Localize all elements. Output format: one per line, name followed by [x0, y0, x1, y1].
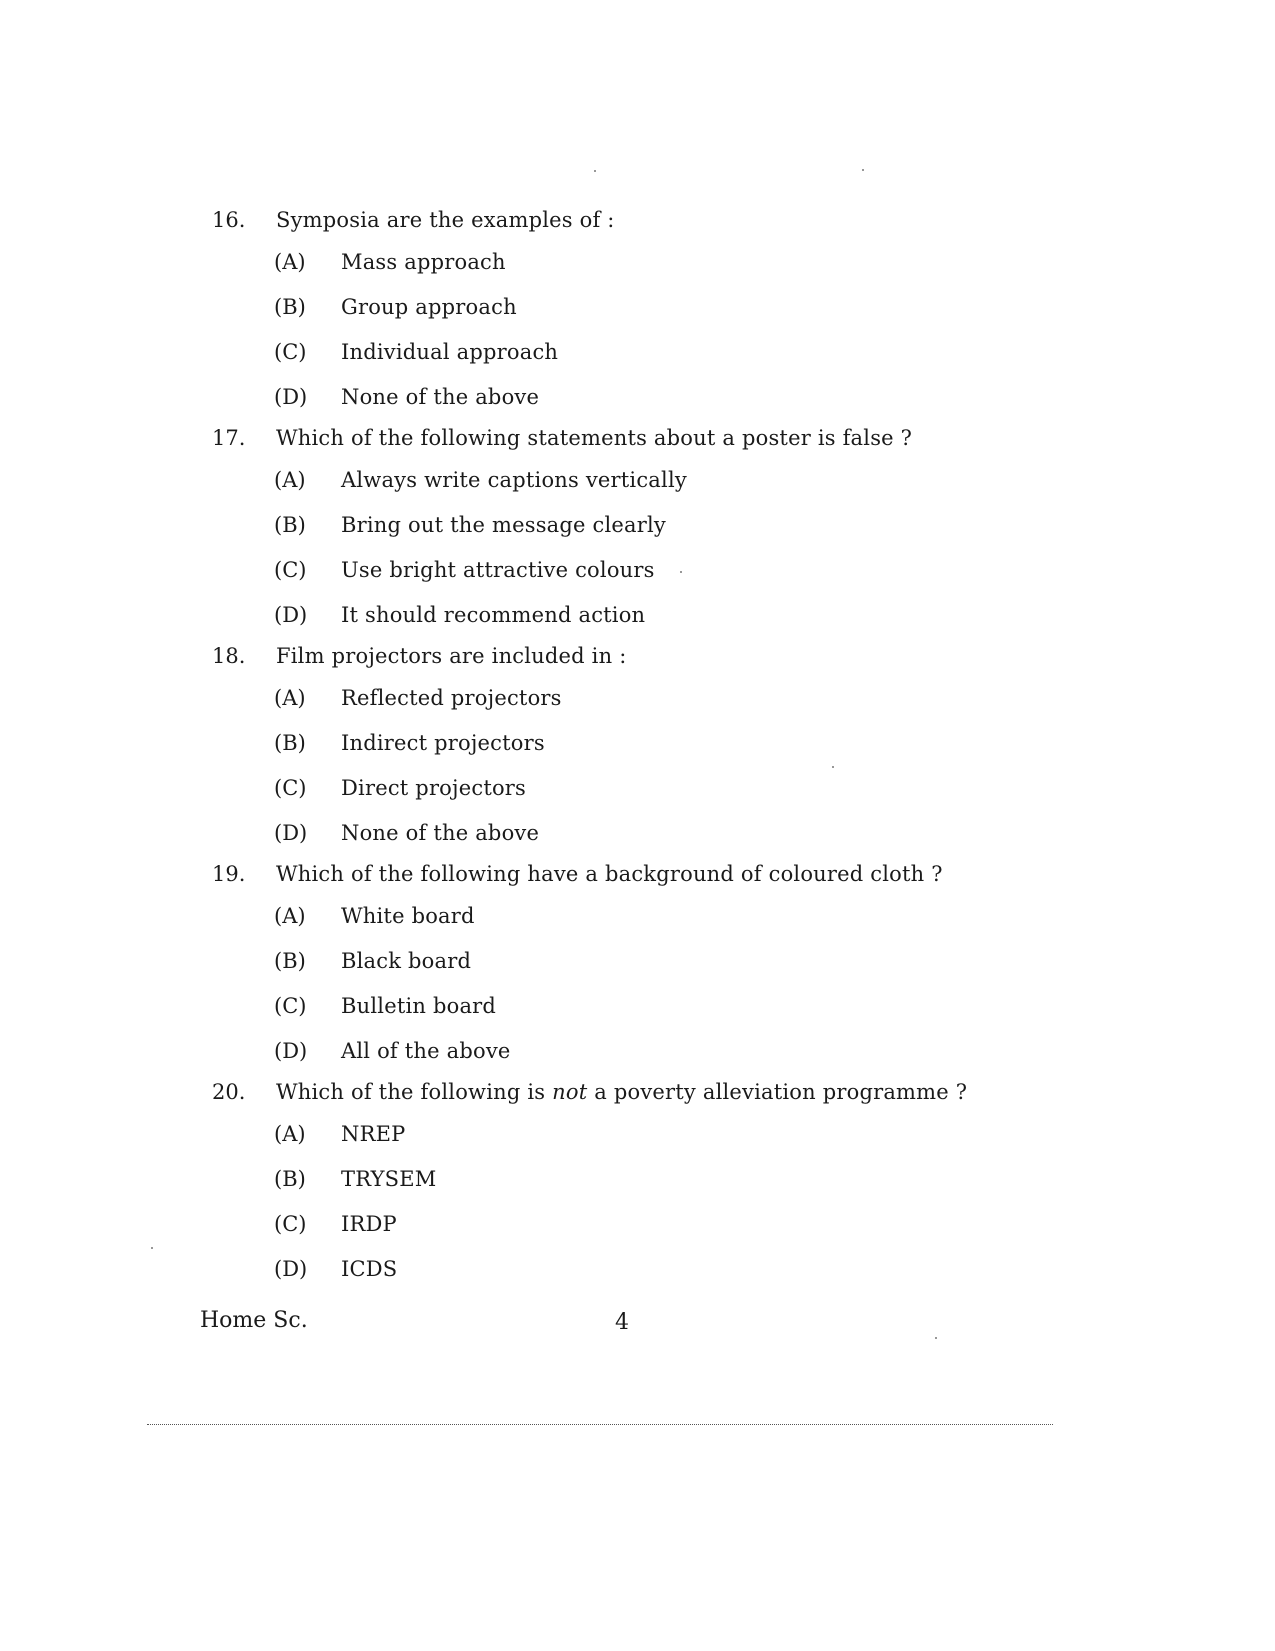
option-label: (D) [274, 385, 308, 409]
option-text: Reflected projectors [341, 686, 562, 710]
question-number: 16. [212, 208, 246, 232]
option-b [212, 1157, 1032, 1202]
option-label: (D) [274, 821, 308, 845]
option-text: Indirect projectors [341, 731, 545, 755]
scan-speck [594, 170, 596, 172]
option-d [212, 1029, 1032, 1074]
option-d [212, 1247, 1032, 1292]
question-stem [212, 636, 1032, 676]
option-label: (A) [274, 250, 306, 274]
option-label: (D) [274, 603, 308, 627]
option-text: Mass approach [341, 250, 506, 274]
question-number: 20. [212, 1080, 246, 1104]
question-stem [212, 854, 1032, 894]
question-text-emphasis: not [552, 1080, 588, 1104]
option-label: (D) [274, 1257, 308, 1281]
scan-speck [832, 766, 834, 768]
option-label: (A) [274, 686, 306, 710]
option-d [212, 375, 1032, 420]
question-20 [212, 1072, 1032, 1292]
footer-subject: Home Sc. [200, 1308, 308, 1333]
question-text: Symposia are the examples of : [276, 208, 615, 232]
option-text: Use bright attractive colours [341, 558, 655, 582]
question-text-before: Which of the following is [276, 1080, 546, 1104]
option-text: Individual approach [341, 340, 559, 364]
option-text: All of the above [341, 1039, 511, 1063]
option-label: (B) [274, 1167, 306, 1191]
scan-speck [151, 1247, 153, 1249]
option-d [212, 593, 1032, 638]
option-text: NREP [341, 1122, 406, 1146]
option-label: (B) [274, 949, 306, 973]
option-b [212, 721, 1032, 766]
question-number: 17. [212, 426, 246, 450]
question-text: Which of the following have a background of coloured cloth ? [276, 862, 943, 886]
option-c [212, 984, 1032, 1029]
option-text: None of the above [341, 385, 540, 409]
scan-speck [680, 571, 682, 573]
option-label: (C) [274, 776, 307, 800]
question-text-after: a poverty alleviation programme ? [594, 1080, 968, 1104]
option-text: Bulletin board [341, 994, 497, 1018]
option-label: (C) [274, 340, 307, 364]
option-b [212, 503, 1032, 548]
option-a [212, 894, 1032, 939]
option-label: (B) [274, 295, 306, 319]
scan-speck [862, 169, 864, 171]
option-label: (A) [274, 1122, 306, 1146]
option-label: (B) [274, 731, 306, 755]
option-label: (B) [274, 513, 306, 537]
question-stem [212, 1072, 1032, 1112]
page-number: 4 [615, 1310, 629, 1335]
option-text: It should recommend action [341, 603, 646, 627]
option-text: TRYSEM [341, 1167, 437, 1191]
question-text [276, 1072, 967, 1112]
question-number: 19. [212, 862, 246, 886]
option-d [212, 811, 1032, 856]
option-text: ICDS [341, 1257, 398, 1281]
option-label: (C) [274, 1212, 307, 1236]
option-b [212, 939, 1032, 984]
option-label: (D) [274, 1039, 308, 1063]
option-text: IRDP [341, 1212, 397, 1236]
question-16 [212, 200, 1032, 420]
option-text: Direct projectors [341, 776, 527, 800]
option-c [212, 330, 1032, 375]
question-18 [212, 636, 1032, 856]
option-text: Group approach [341, 295, 517, 319]
scan-speck [935, 1337, 937, 1339]
option-text: Bring out the message clearly [341, 513, 666, 537]
option-c [212, 1202, 1032, 1247]
option-label: (C) [274, 558, 307, 582]
option-label: (C) [274, 994, 307, 1018]
option-text: White board [341, 904, 475, 928]
option-a [212, 676, 1032, 721]
option-label: (A) [274, 904, 306, 928]
option-a [212, 240, 1032, 285]
option-text: None of the above [341, 821, 540, 845]
question-stem [212, 418, 1032, 458]
question-stem [212, 200, 1032, 240]
question-19 [212, 854, 1032, 1074]
option-b [212, 285, 1032, 330]
question-17 [212, 418, 1032, 638]
option-a [212, 458, 1032, 503]
option-c [212, 548, 1032, 593]
question-number: 18. [212, 644, 246, 668]
question-text: Film projectors are included in : [276, 644, 627, 668]
question-text: Which of the following statements about a poster is false ? [276, 426, 913, 450]
option-c [212, 766, 1032, 811]
option-label: (A) [274, 468, 306, 492]
option-text: Black board [341, 949, 472, 973]
option-text: Always write captions vertically [341, 468, 687, 492]
page-divider [147, 1424, 1053, 1425]
option-a [212, 1112, 1032, 1157]
